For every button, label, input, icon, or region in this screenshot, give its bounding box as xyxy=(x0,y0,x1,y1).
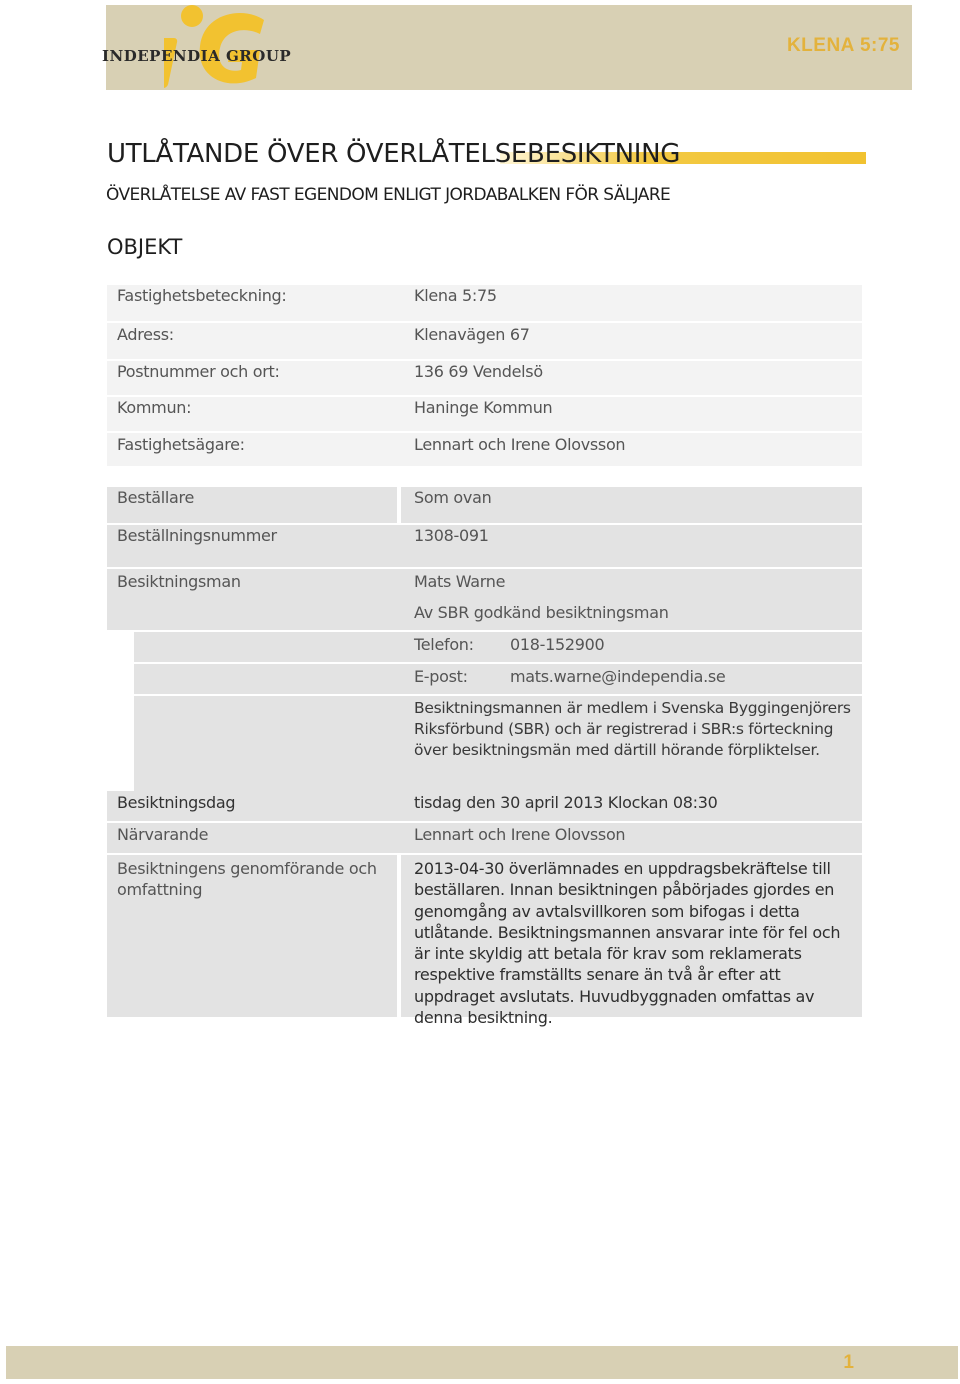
inspection-scope-value: 2013-04-30 överlämnades en uppdragsbekräftelse till beställaren. Innan besiktningen påbörjades gjordes en genomgång av avtalsvillkoren som bifogas i detta utlåtande. Besiktningsmannen ansvarar inte för fel och är inte skyldig att betala för krav som reklamerats respektive framställts senare än två år efter att uppdraget avslutats. Huvudbyggnaden omfattas av denna besiktning. xyxy=(414,859,841,1028)
inspector-email[interactable]: mats.warne@independia.se xyxy=(510,667,726,686)
object-label-kommun: Kommun: xyxy=(117,398,192,417)
inspector-name: Mats Warne xyxy=(414,572,506,591)
object-value-fastighetsbeteckning: Klena 5:75 xyxy=(414,286,497,305)
order-value-nummer: 1308-091 xyxy=(414,526,489,545)
object-label-fastighetsagare: Fastighetsägare: xyxy=(117,435,245,454)
inspector-approval: Av SBR godkänd besiktningsman xyxy=(414,603,669,622)
object-value-kommun: Haninge Kommun xyxy=(414,398,553,417)
object-value-fastighetsagare: Lennart och Irene Olovsson xyxy=(414,435,626,454)
inspection-date-label: Besiktningsdag xyxy=(117,793,236,812)
inspection-present-label: Närvarande xyxy=(117,825,209,844)
inspector-table xyxy=(107,567,862,791)
inspector-membership: Besiktningsmannen är medlem i Svenska Byggingenjörers Riksförbund (SBR) och är registrerad i SBR:s förteckning över besiktningsmän med därtill hörande förpliktelser. xyxy=(414,699,851,759)
document-reference: KLENA 5:75 xyxy=(786,35,900,56)
company-logo xyxy=(100,0,292,92)
section-title-objekt: OBJEKT xyxy=(107,235,183,259)
object-label-postnummer: Postnummer och ort: xyxy=(117,362,280,381)
object-value-adress: Klenavägen 67 xyxy=(414,325,530,344)
order-label-bestallare: Beställare xyxy=(117,488,195,507)
page-number: 1 xyxy=(843,1352,854,1373)
page-title: UTLÅTANDE ÖVER ÖVERLÅTELSEBESIKTNING xyxy=(107,139,681,169)
inspector-phone-label: Telefon: xyxy=(414,635,474,654)
object-value-postnummer: 136 69 Vendelsö xyxy=(414,362,543,381)
brand-name: INDEPENDIA GROUP xyxy=(102,47,292,65)
inspector-phone: 018-152900 xyxy=(510,635,605,654)
inspector-email-label: E-post: xyxy=(414,667,468,686)
order-table xyxy=(107,487,862,567)
order-value-bestallare: Som ovan xyxy=(414,488,492,507)
page-subtitle: ÖVERLÅTELSE AV FAST EGENDOM ENLIGT JORDABALKEN FÖR SÄLJARE xyxy=(106,185,671,205)
object-table xyxy=(107,285,862,466)
footer-band xyxy=(6,1346,958,1379)
object-label-adress: Adress: xyxy=(117,325,174,344)
object-label-fastighetsbeteckning: Fastighetsbeteckning: xyxy=(117,286,287,305)
order-label-nummer: Beställningsnummer xyxy=(117,526,277,545)
inspection-table xyxy=(107,791,862,1028)
ig-logo-icon xyxy=(164,0,276,90)
inspection-present-value: Lennart och Irene Olovsson xyxy=(414,825,626,844)
inspection-date-value: tisdag den 30 april 2013 Klockan 08:30 xyxy=(414,793,718,812)
inspector-label: Besiktningsman xyxy=(117,572,241,591)
inspection-scope-label: Besiktningens genomförande och omfattning xyxy=(117,859,377,899)
